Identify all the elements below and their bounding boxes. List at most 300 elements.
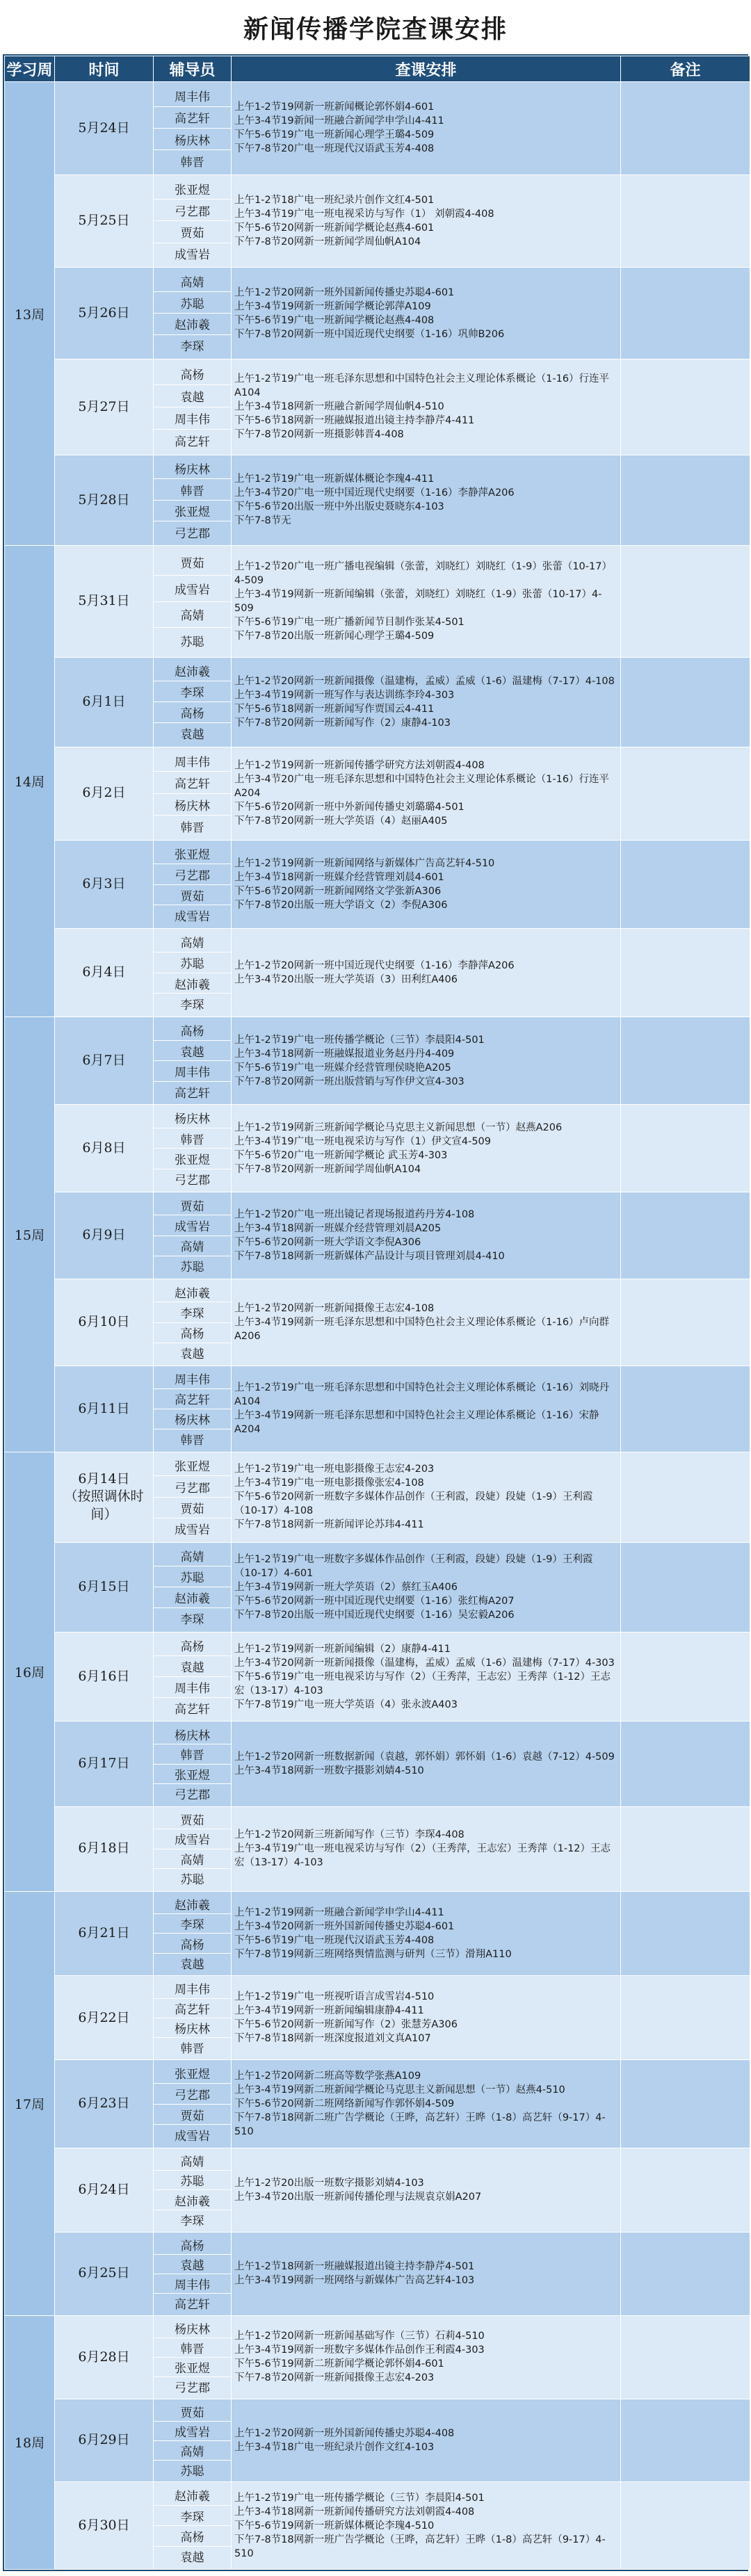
tutor-name: 高婧 <box>154 1546 231 1566</box>
week-label: 15周 <box>5 1017 55 1452</box>
tutor-name: 弓艺郡 <box>154 1476 231 1497</box>
schedule-line: 下午5-6节19广电一班媒介经营管理侯晓艳A205 <box>234 1062 451 1074</box>
tutor-cell <box>154 2482 232 2570</box>
tutor-name: 杨庆林 <box>154 2319 231 2338</box>
date-cell: 6月7日 <box>55 1017 154 1105</box>
schedule-row <box>5 359 750 455</box>
schedule-line: 下午5-6节20网新一班中国近现代史纲要（1-16）张红梅A207 <box>234 1595 515 1607</box>
tutor-name: 周丰伟 <box>154 1369 231 1389</box>
schedule-line: 上午3-4节19网新一班毛泽东思想和中国特色社会主义理论体系概论（1-16）卢向群A206 <box>234 1317 610 1342</box>
schedule-line: 下午7-8节18网新二班广告学概论（王晔，高艺轩）王晔（1-8）高艺轩（9-17）4-510 <box>234 2112 606 2138</box>
header-tutor: 辅导员 <box>154 56 232 82</box>
schedule-cell <box>232 657 621 747</box>
schedule-cell <box>232 1891 621 1976</box>
tutor-name: 张亚煜 <box>154 2064 231 2084</box>
tutor-name: 赵沛羲 <box>154 1587 231 1608</box>
note-cell <box>621 267 750 359</box>
schedule-line: 下午5-6节20广电一班新闻学概论 武玉芳4-303 <box>234 1149 448 1161</box>
tutor-name: 袁越 <box>154 1656 231 1677</box>
schedule-line: 下午7-8节18网新一班新媒体产品设计与项目管理刘晨4-410 <box>234 1251 505 1263</box>
schedule-row <box>5 2315 750 2399</box>
schedule-line: 下午7-8节20网新一班摄影韩晋4-408 <box>234 429 404 441</box>
schedule-line: 下午5-6节20网新二班网络新闻写作郭怀娟4-509 <box>234 2098 455 2110</box>
tutor-cell <box>154 175 232 267</box>
tutor-cell <box>154 1192 232 1279</box>
note-cell <box>621 1192 750 1279</box>
tutor-name: 李琛 <box>154 681 231 702</box>
date-cell: 6月3日 <box>55 840 154 928</box>
schedule-line: 上午1-2节19广电一班电影摄像王志宏4-203 <box>234 1464 435 1475</box>
schedule-line: 上午3-4节20出版一班新闻传播伦理与法规袁京娟A207 <box>234 2191 482 2203</box>
tutor-name: 赵沛羲 <box>154 973 231 994</box>
date-cell: 6月11日 <box>55 1366 154 1452</box>
date-cell: 6月29日 <box>55 2399 154 2482</box>
week-label: 14周 <box>5 546 55 1017</box>
date-cell: 5月28日 <box>55 455 154 545</box>
schedule-row <box>5 546 750 658</box>
note-cell <box>621 1722 750 1806</box>
tutor-name: 周丰伟 <box>154 1979 231 1998</box>
schedule-line: 下午5-6节18网新一班融媒报道出镜主持李静芹4-411 <box>234 415 475 427</box>
schedule-line: 上午1-2节20广电一班广播电视编辑（张蕾，刘晓红）刘晓红（1-9）张蕾（10-17）4-509 <box>234 561 612 586</box>
schedule-line: 下午7-8节20网新一班新闻学周仙帆A104 <box>234 236 421 248</box>
tutor-name: 成雪岩 <box>154 1829 231 1849</box>
tutor-name: 杨庆林 <box>154 2018 231 2038</box>
schedule-line: 上午1-2节19广电一班新媒体概论李瑰4-411 <box>234 473 435 485</box>
tutor-name: 袁越 <box>180 2551 204 2566</box>
schedule-line: 下午5-6节19广电一班现代汉语武玉芳4-408 <box>234 1934 435 1946</box>
schedule-line: 上午1-2节19广电一班毛泽东思想和中国特色社会主义理论体系概论（1-16）行连平A104 <box>234 373 610 399</box>
note-cell <box>621 1279 750 1366</box>
schedule-line: 下午5-6节18网新一班新闻写作贾国云4-411 <box>234 703 435 715</box>
schedule-row <box>5 1542 750 1632</box>
schedule-line: 上午1-2节20网新一班数据新闻（袁越，郭怀娟）郭怀娟（1-6）袁越（7-12）4-509 <box>234 1751 615 1763</box>
schedule-line: 上午3-4节18网新一班新闻传播研究方法刘朝霞4-408 <box>234 2506 475 2518</box>
schedule-line: 上午3-4节19网新一班新闻学概论郭萍A109 <box>234 300 431 312</box>
tutor-name: 周丰伟 <box>154 1677 231 1698</box>
note-cell <box>621 2232 750 2315</box>
tutor-cell <box>154 1366 232 1452</box>
tutor-name: 贾茹 <box>154 2105 231 2125</box>
tutor-name: 贾茹 <box>154 221 231 243</box>
date-cell: 6月18日 <box>55 1806 154 1891</box>
tutor-name: 高婧 <box>154 270 231 292</box>
tutor-cell <box>154 1542 232 1632</box>
schedule-row <box>5 657 750 747</box>
tutor-name: 成雪岩 <box>154 1215 231 1236</box>
schedule-line: 上午3-4节18网新一班媒介经营管理刘晨A205 <box>234 1223 442 1235</box>
tutor-name: 周丰伟 <box>154 85 231 106</box>
tutor-name: 韩晋 <box>154 2338 231 2358</box>
tutor-name: 韩晋 <box>180 2042 204 2057</box>
table-header-row <box>5 56 750 82</box>
schedule-cell <box>232 1722 621 1806</box>
tutor-name: 高婧 <box>154 1236 231 1256</box>
tutor-cell <box>154 1017 232 1105</box>
note-cell <box>621 1891 750 1976</box>
schedule-cell <box>232 2232 621 2315</box>
schedule-line: 下午7-8节20广电一班现代汉语武玉芳4-408 <box>234 143 435 155</box>
schedule-line: 下午7-8节20网新一班新闻写作（2）康静4-103 <box>234 717 451 729</box>
tutor-name: 弓艺郡 <box>154 864 231 885</box>
schedule-line: 上午3-4节19网新一班写作与表达训练李玲4-303 <box>234 689 455 701</box>
schedule-cell <box>232 1632 621 1722</box>
schedule-line: 下午5-6节19网新一班新媒体概论李瑰4-510 <box>234 2520 435 2532</box>
schedule-line: 上午3-4节19广电一班电视采访与写作（2）（王秀萍，王志宏）王秀萍（1-12）王志宏（13-17）4-103 <box>234 1843 611 1869</box>
tutor-name: 赵沛羲 <box>154 1895 231 1914</box>
schedule-line: 上午3-4节20广电一班毛泽东思想和中国特色社会主义理论体系概论（1-16）行连平A204 <box>234 774 610 800</box>
schedule-row <box>5 1891 750 1976</box>
tutor-name: 苏聪 <box>180 1873 204 1888</box>
tutor-name: 高杨 <box>154 1323 231 1343</box>
tutor-name: 李琛 <box>180 1613 204 1628</box>
tutor-cell <box>154 657 232 747</box>
schedule-row <box>5 1452 750 1542</box>
note-cell <box>621 82 750 175</box>
schedule-cell <box>232 546 621 658</box>
schedule-line: 下午5-6节19广电一班广播新闻节目制作张某4-501 <box>234 617 465 628</box>
schedule-line: 下午7-8节20网新一班出版营销与写作伊文宣4-303 <box>234 1076 465 1087</box>
header-date: 时间 <box>55 56 154 82</box>
schedule-row <box>5 1192 750 1279</box>
tutor-name: 杨庆林 <box>154 1108 231 1128</box>
schedule-cell <box>232 1192 621 1279</box>
tutor-name: 成雪岩 <box>175 248 210 263</box>
schedule-line: 上午3-4节20网新一班新闻摄像（温建梅，孟威）孟威（1-6）温建梅（7-17）4-303 <box>234 1657 615 1669</box>
tutor-name: 弓艺郡 <box>175 526 210 541</box>
schedule-cell <box>232 1452 621 1542</box>
schedule-line: 上午3-4节19网新二班新闻学概论马克思主义新闻思想（一节）赵燕4-510 <box>234 2084 565 2096</box>
schedule-line: 上午1-2节19广电一班视听语言成雪岩4-510 <box>234 1991 435 2003</box>
schedule-line: 上午3-4节18广电一班纪录片创作文红4-103 <box>234 2442 435 2454</box>
tutor-name: 高杨 <box>154 702 231 723</box>
schedule-line: 下午5-6节20网新一班新闻写作（2）张慧芳A306 <box>234 2019 458 2031</box>
schedule-line: 下午7-8节19网新三班网络舆情监测与研判（三节）滑翔A110 <box>234 1948 512 1960</box>
tutor-cell <box>154 455 232 545</box>
schedule-line: 上午1-2节20网新一班新闻摄像（温建梅，孟威）孟威（1-6）温建梅（7-17）4-108 <box>234 675 615 687</box>
note-cell <box>621 929 750 1017</box>
note-cell <box>621 2482 750 2570</box>
tutor-name: 弓艺郡 <box>175 1788 210 1803</box>
tutor-cell <box>154 929 232 1017</box>
tutor-cell <box>154 1452 232 1542</box>
tutor-name: 高艺轩 <box>175 1703 210 1717</box>
tutor-name: 赵沛羲 <box>154 314 231 335</box>
tutor-name: 苏聪 <box>180 1261 204 1275</box>
header-note: 备注 <box>621 56 750 82</box>
tutor-name: 李琛 <box>154 1302 231 1322</box>
schedule-row <box>5 2482 750 2570</box>
tutor-name: 杨庆林 <box>154 1724 231 1744</box>
tutor-cell <box>154 1632 232 1722</box>
week-label: 17周 <box>5 1891 55 2315</box>
date-cell: 6月22日 <box>55 1976 154 2060</box>
tutor-name: 赵沛羲 <box>154 1282 231 1302</box>
tutor-name: 贾茹 <box>154 1195 231 1215</box>
schedule-row <box>5 1366 750 1452</box>
note-cell <box>621 1806 750 1891</box>
tutor-name: 成雪岩 <box>175 2130 210 2144</box>
schedule-cell <box>232 455 621 545</box>
tutor-name: 苏聪 <box>154 2171 231 2190</box>
note-cell <box>621 2399 750 2482</box>
tutor-cell <box>154 1722 232 1806</box>
schedule-row <box>5 1806 750 1891</box>
tutor-name: 贾茹 <box>154 1498 231 1518</box>
tutor-name: 苏聪 <box>154 1566 231 1587</box>
schedule-line: 上午1-2节18网新一班融媒报道出镜主持李静芹4-501 <box>234 2261 475 2273</box>
tutor-name: 杨庆林 <box>154 1409 231 1429</box>
tutor-name: 贾茹 <box>154 1810 231 1830</box>
schedule-cell <box>232 1366 621 1452</box>
schedule-cell <box>232 2060 621 2148</box>
date-cell: 6月8日 <box>55 1105 154 1192</box>
date-cell: 5月27日 <box>55 359 154 455</box>
schedule-line: 上午1-2节20网新二班高等数学张燕A109 <box>234 2071 421 2082</box>
tutor-name: 高杨 <box>154 363 231 385</box>
tutor-name: 弓艺郡 <box>154 200 231 221</box>
note-cell <box>621 1017 750 1105</box>
schedule-line: 上午3-4节19网新一班新闻编辑康静4-411 <box>234 2005 424 2017</box>
schedule-cell <box>232 1017 621 1105</box>
schedule-line: 上午3-4节20网新一班外国新闻传播史苏聪4-601 <box>234 1920 455 1932</box>
schedule-line: 下午5-6节20网新一班大学语文李倪A306 <box>234 1237 421 1249</box>
schedule-line: 上午3-4节19网新一班新闻编辑（张蕾，刘晓红）刘晓红（1-9）张蕾（10-17）4-509 <box>234 589 602 614</box>
tutor-cell <box>154 2399 232 2482</box>
schedule-line: 上午3-4节20出版一班大学英语（3）田利红A406 <box>234 974 458 986</box>
schedule-line: 上午1-2节20网新一班外国新闻传播史苏聪4-601 <box>234 286 455 298</box>
tutor-cell <box>154 840 232 928</box>
schedule-cell <box>232 747 621 840</box>
tutor-name: 弓艺郡 <box>175 1174 210 1188</box>
schedule-cell <box>232 82 621 175</box>
schedule-line: 上午3-4节19网新一班毛泽东思想和中国特色社会主义理论体系概论（1-16）宋静A204 <box>234 1410 599 1436</box>
note-cell <box>621 657 750 747</box>
note-cell <box>621 455 750 545</box>
date-cell: 6月17日 <box>55 1722 154 1806</box>
schedule-line: 上午3-4节19广电一班电视采访与写作（1） 刘朝霞4-408 <box>234 208 494 220</box>
schedule-row <box>5 2399 750 2482</box>
note-cell <box>621 1542 750 1632</box>
tutor-name: 贾茹 <box>154 2402 231 2422</box>
schedule-line: 上午3-4节18网新一班融媒报道业务赵丹丹4-409 <box>234 1048 455 1060</box>
tutor-name: 高杨 <box>154 1635 231 1656</box>
tutor-name: 李琛 <box>154 1914 231 1934</box>
schedule-cell <box>232 1542 621 1632</box>
date-cell: 6月24日 <box>55 2148 154 2233</box>
note-cell <box>621 1366 750 1452</box>
tutor-cell <box>154 2148 232 2233</box>
schedule-cell <box>232 1806 621 1891</box>
schedule-line: 下午5-6节19网新二班新闻学概论郭怀娟4-601 <box>234 2358 444 2370</box>
date-cell: 5月25日 <box>55 175 154 267</box>
schedule-line: 上午1-2节19广电一班传播学概论（三节）李晨阳4-501 <box>234 2492 485 2504</box>
tutor-name: 杨庆林 <box>154 794 231 816</box>
tutor-name: 张亚煜 <box>154 1765 231 1785</box>
tutor-name: 苏聪 <box>154 292 231 314</box>
tutor-name: 张亚煜 <box>154 2358 231 2377</box>
tutor-name: 成雪岩 <box>175 910 210 925</box>
date-cell: 6月2日 <box>55 747 154 840</box>
note-cell <box>621 546 750 658</box>
schedule-line: 上午3-4节19网新一班网络与新媒体广告高艺轩4-103 <box>234 2275 475 2287</box>
tutor-name: 袁越 <box>154 2255 231 2274</box>
tutor-name: 袁越 <box>180 728 204 743</box>
tutor-name: 韩晋 <box>180 820 204 835</box>
date-cell: 6月9日 <box>55 1192 154 1279</box>
tutor-cell <box>154 2232 232 2315</box>
tutor-cell <box>154 1806 232 1891</box>
date-cell: 6月23日 <box>55 2060 154 2148</box>
schedule-cell <box>232 175 621 267</box>
schedule-line: 下午7-8节20出版一班大学语文（2）李倪A306 <box>234 900 448 912</box>
tutor-name: 高婧 <box>154 602 231 629</box>
tutor-cell <box>154 546 232 658</box>
schedule-row <box>5 267 750 359</box>
week-label: 13周 <box>5 82 55 546</box>
tutor-cell <box>154 1976 232 2060</box>
schedule-line: 下午5-6节19广电一班新闻学概论赵燕4-408 <box>234 314 435 326</box>
schedule-line: 下午7-8节无 <box>234 515 291 527</box>
schedule-line: 上午1-2节19网新一班新闻编辑（2）康静4-411 <box>234 1643 451 1655</box>
tutor-name: 韩晋 <box>154 479 231 500</box>
schedule-line: 上午3-4节19广电一班电视采访与写作（1）伊文宣4-509 <box>234 1135 491 1147</box>
schedule-row <box>5 1632 750 1722</box>
schedule-cell <box>232 267 621 359</box>
tutor-cell <box>154 747 232 840</box>
tutor-name: 韩晋 <box>154 1128 231 1149</box>
schedule-line: 下午7-8节18网新一班深度报道刘文真A107 <box>234 2033 431 2045</box>
schedule-row <box>5 747 750 840</box>
tutor-name: 苏聪 <box>154 953 231 973</box>
schedule-line: 上午1-2节20网新一班新闻基础写作（三节）石莉4-510 <box>234 2331 485 2342</box>
note-cell <box>621 1105 750 1192</box>
tutor-name: 苏聪 <box>180 2464 204 2479</box>
tutor-name: 周丰伟 <box>154 407 231 430</box>
date-cell: 6月28日 <box>55 2315 154 2399</box>
schedule-line: 下午5-6节19广电一班电视采访与写作（2）（王秀萍，王志宏）王秀萍（1-12）王志宏（13-17）4-103 <box>234 1671 611 1696</box>
tutor-cell <box>154 2315 232 2399</box>
tutor-cell <box>154 1105 232 1192</box>
date-cell: 5月31日 <box>55 546 154 658</box>
tutor-cell <box>154 2060 232 2148</box>
tutor-name: 杨庆林 <box>154 458 231 479</box>
schedule-row <box>5 175 750 267</box>
schedule-cell <box>232 2399 621 2482</box>
tutor-name: 高艺轩 <box>154 107 231 129</box>
page-title: 新闻传播学院查课安排 <box>243 14 508 44</box>
note-cell <box>621 840 750 928</box>
schedule-line: 上午1-2节20广电一班出镜记者现场报道药丹芳4-108 <box>234 1209 475 1221</box>
date-cell: 6月10日 <box>55 1279 154 1366</box>
tutor-name: 周丰伟 <box>154 750 231 772</box>
schedule-row <box>5 929 750 1017</box>
schedule-line: 上午1-2节19网新三班新闻学概论马克思主义新闻思想（一节）赵燕A206 <box>234 1121 563 1133</box>
schedule-body <box>5 82 750 2570</box>
schedule-line: 上午1-2节19网新一班新闻网络与新媒体广告高艺轩4-510 <box>234 858 495 870</box>
tutor-name: 韩晋 <box>180 155 204 170</box>
schedule-line: 下午7-8节18网新一班新闻评论苏玮4-411 <box>234 1519 424 1531</box>
tutor-name: 贾茹 <box>154 885 231 906</box>
date-cell: 6月30日 <box>55 2482 154 2570</box>
schedule-line: 上午3-4节19广电一班电影摄像张宏4-108 <box>234 1477 424 1489</box>
tutor-name: 高婧 <box>154 2151 231 2171</box>
schedule-line: 下午7-8节20出版一班中国近现代史纲要（1-16）吴宏毅A206 <box>234 1609 515 1621</box>
schedule-line: 下午7-8节20网新一班新闻摄像王志宏4-203 <box>234 2372 435 2384</box>
header-schedule: 查课安排 <box>232 56 621 82</box>
schedule-cell <box>232 1105 621 1192</box>
tutor-name: 周丰伟 <box>154 1061 231 1082</box>
schedule-line: 下午5-6节20网新一班数字多媒体作品创作（王利霞，段婕）段婕（1-9）王利霞（10-17）4-108 <box>234 1491 593 1517</box>
schedule-row <box>5 2232 750 2315</box>
tutor-name: 韩晋 <box>154 1744 231 1765</box>
tutor-name: 袁越 <box>180 1347 204 1362</box>
schedule-cell <box>232 840 621 928</box>
schedule-line: 下午7-8节18网新一班广告学概论（王晔，高艺轩）王晔（1-8）高艺轩（9-17）4-510 <box>234 2534 606 2559</box>
schedule-line: 下午5-6节20网新一班新闻学概论赵燕4-601 <box>234 222 435 234</box>
date-cell: 6月25日 <box>55 2232 154 2315</box>
note-cell <box>621 1632 750 1722</box>
tutor-name: 袁越 <box>154 1041 231 1062</box>
tutor-name: 高艺轩 <box>175 1086 210 1101</box>
tutor-name: 高婧 <box>154 1849 231 1870</box>
tutor-cell <box>154 1279 232 1366</box>
date-cell: 5月26日 <box>55 267 154 359</box>
schedule-line: 上午1-2节19网新一班新闻概论郭怀娟4-601 <box>234 102 435 113</box>
note-cell <box>621 175 750 267</box>
schedule-line: 下午5-6节19广电一班新闻心理学王璐4-509 <box>234 129 435 141</box>
tutor-name: 李琛 <box>180 998 204 1013</box>
schedule-line: 上午1-2节20网新一班中国近现代史纲要（1-16）李静萍A206 <box>234 960 515 972</box>
tutor-name: 袁越 <box>180 1958 204 1972</box>
schedule-line: 上午1-2节19网新一班新闻传播学研究方法刘朝霞4-408 <box>234 760 485 772</box>
schedule-line: 上午3-4节19网新一班大学英语（2）蔡红玉A406 <box>234 1581 458 1593</box>
tutor-name: 李琛 <box>180 340 204 355</box>
schedule-line: 上午1-2节20出版一班数字摄影刘婧4-103 <box>234 2177 424 2189</box>
schedule-table-wrapper <box>3 54 748 2571</box>
note-cell <box>621 1452 750 1542</box>
note-cell <box>621 2315 750 2399</box>
tutor-name: 高婧 <box>154 932 231 953</box>
note-cell <box>621 747 750 840</box>
tutor-name: 张亚煜 <box>154 1455 231 1476</box>
tutor-name: 高艺轩 <box>154 772 231 793</box>
schedule-line: 下午7-8节20网新一班中国近现代史纲要（1-16）巩帅B206 <box>234 328 505 340</box>
tutor-name: 张亚煜 <box>154 501 231 521</box>
schedule-row <box>5 1976 750 2060</box>
schedule-row <box>5 1017 750 1105</box>
schedule-row <box>5 1722 750 1806</box>
tutor-name: 高艺轩 <box>154 1389 231 1409</box>
tutor-name: 成雪岩 <box>175 1523 210 1538</box>
schedule-line: 下午5-6节20网新一班中外新闻传播史刘璐璐4-501 <box>234 802 465 813</box>
tutor-name: 弓艺郡 <box>154 2084 231 2105</box>
schedule-row <box>5 1279 750 1366</box>
header-week: 学习周 <box>5 56 55 82</box>
schedule-cell <box>232 929 621 1017</box>
note-cell <box>621 1976 750 2060</box>
schedule-table <box>4 56 750 2570</box>
tutor-name: 成雪岩 <box>154 576 231 602</box>
date-cell: 6月15日 <box>55 1542 154 1632</box>
schedule-row <box>5 840 750 928</box>
tutor-name: 韩晋 <box>180 1434 204 1448</box>
tutor-cell <box>154 1891 232 1976</box>
tutor-cell <box>154 359 232 455</box>
schedule-line: 上午3-4节18网新一班融合新闻学周仙帆4-510 <box>234 401 444 413</box>
schedule-cell <box>232 1976 621 2060</box>
week-label: 18周 <box>5 2315 55 2569</box>
